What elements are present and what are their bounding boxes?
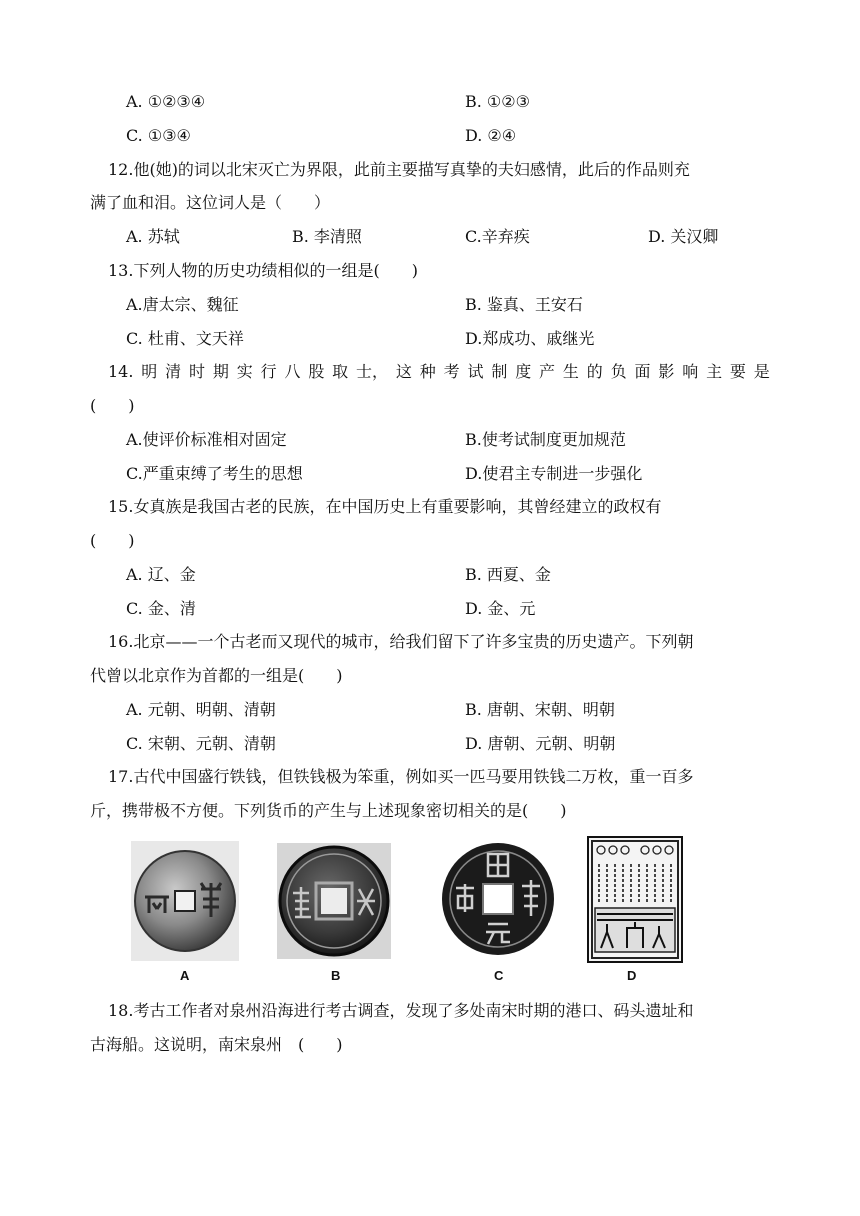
- q15-option-c: C. 金、清: [126, 599, 196, 618]
- q16-option-b: B. 唐朝、宋朝、明朝: [465, 700, 615, 719]
- q11-option-b: B. ①②③: [465, 92, 530, 111]
- q14-option-a: A.使评价标准相对固定: [126, 430, 287, 449]
- q15-option-a: A. 辽、金: [126, 565, 196, 584]
- q12-stem-line1: 12.他(她)的词以北宋灭亡为界限，此前主要描写真挚的夫妇感情，此后的作品则充: [108, 160, 690, 179]
- coin-a-label: A: [180, 968, 190, 983]
- paper-money-d-image: [587, 836, 683, 963]
- q12-option-c: C.辛弃疾: [465, 227, 530, 246]
- coin-a-image: [131, 841, 239, 961]
- q14-stem-line2: ( ): [90, 396, 135, 415]
- q17-stem-line1: 17.古代中国盛行铁钱，但铁钱极为笨重，例如买一匹马要用铁钱二万枚，重一百多: [108, 767, 694, 786]
- q12-option-b: B. 李清照: [292, 227, 362, 246]
- q11-option-c: C. ①③④: [126, 126, 191, 145]
- q14-option-c: C.严重束缚了考生的思想: [126, 464, 303, 483]
- q13-option-d: D.郑成功、戚继光: [465, 329, 595, 348]
- q18-stem-line2: 古海船。这说明，南宋泉州 ( ): [90, 1035, 343, 1054]
- q14-option-d: D.使君主专制进一步强化: [465, 464, 643, 483]
- q13-option-c: C. 杜甫、文天祥: [126, 329, 244, 348]
- q12-stem-line2: 满了血和泪。这位词人是（ ）: [90, 193, 331, 212]
- q11-option-d: D. ②④: [465, 126, 517, 145]
- coin-b-label: B: [331, 968, 341, 983]
- q12-option-d: D. 关汉卿: [648, 227, 719, 246]
- q16-stem-line2: 代曾以北京作为首都的一组是( ): [90, 666, 343, 685]
- q17-stem-line2: 斤，携带极不方便。下列货币的产生与上述现象密切相关的是( ): [90, 801, 567, 820]
- q11-option-a: A. ①②③④: [126, 92, 206, 111]
- q14-stem-line1: 14. 明 清 时 期 实 行 八 股 取 士， 这 种 考 试 制 度 产 生 的 负 面 影 响 主 要 是: [108, 362, 770, 381]
- q13-stem: 13.下列人物的历史功绩相似的一组是( ): [108, 261, 418, 280]
- q18-stem-line1: 18.考古工作者对泉州沿海进行考古调查，发现了多处南宋时期的港口、码头遗址和: [108, 1001, 694, 1020]
- q16-stem-line1: 16.北京——一个古老而又现代的城市，给我们留下了许多宝贵的历史遗产。下列朝: [108, 632, 694, 651]
- q12-option-a: A. 苏轼: [126, 227, 180, 246]
- q15-option-d: D. 金、元: [465, 599, 536, 618]
- coin-c-image: [440, 840, 556, 958]
- coin-c-label: C: [494, 968, 504, 983]
- q14-option-b: B.使考试制度更加规范: [465, 430, 626, 449]
- q15-stem-line1: 15.女真族是我国古老的民族，在中国历史上有重要影响，其曾经建立的政权有: [108, 497, 662, 516]
- q13-option-b: B. 鉴真、王安石: [465, 295, 583, 314]
- q13-option-a: A.唐太宗、魏征: [126, 295, 239, 314]
- q16-option-c: C. 宋朝、元朝、清朝: [126, 734, 276, 753]
- q16-option-d: D. 唐朝、元朝、明朝: [465, 734, 616, 753]
- q15-stem-line2: ( ): [90, 531, 135, 550]
- q16-option-a: A. 元朝、明朝、清朝: [126, 700, 276, 719]
- q15-option-b: B. 西夏、金: [465, 565, 551, 584]
- paper-money-d-label: D: [627, 968, 637, 983]
- coin-b-image: [277, 843, 391, 959]
